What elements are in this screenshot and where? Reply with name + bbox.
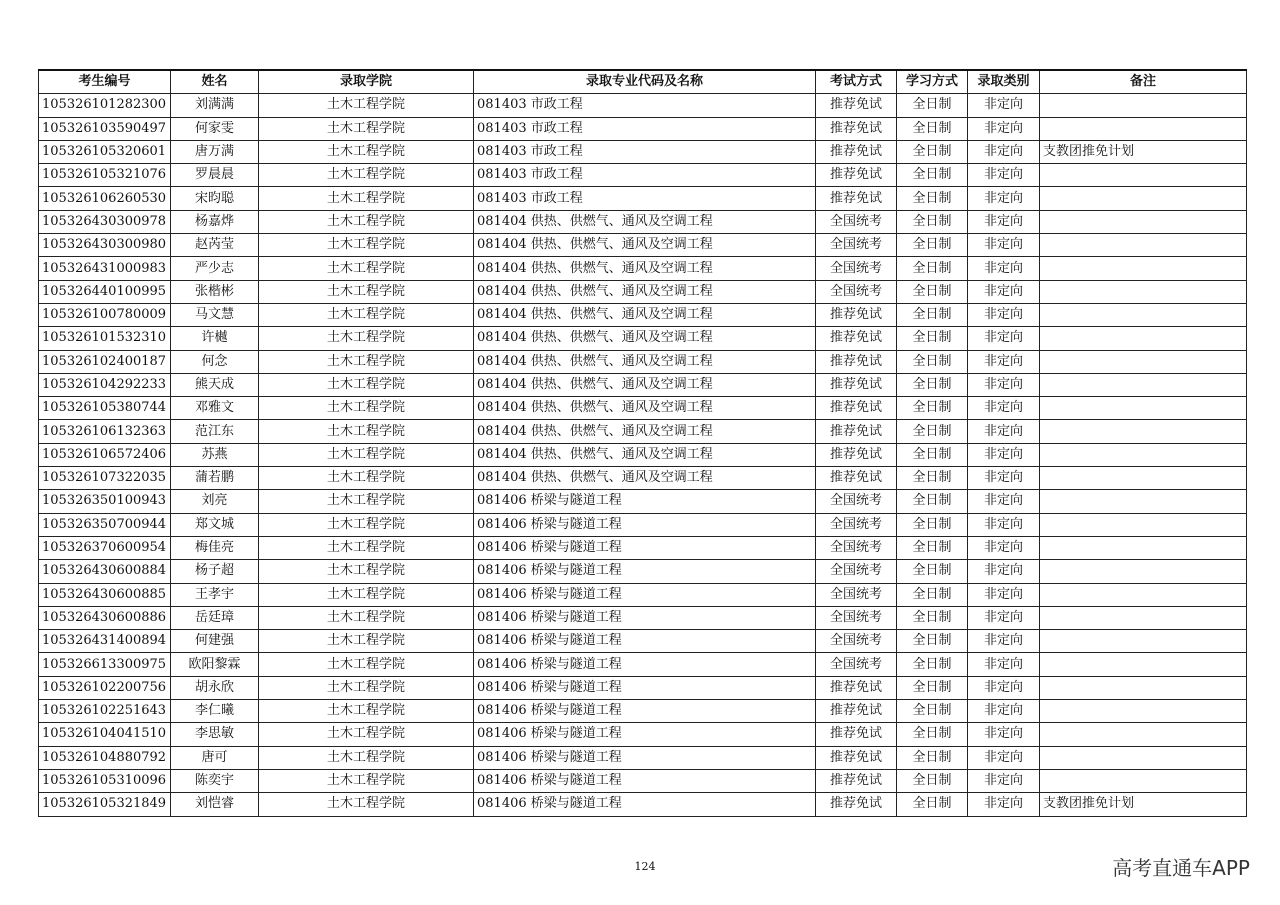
cell-admission-type: 非定向 [968, 560, 1040, 583]
table-row [39, 560, 1247, 583]
cell-school: 土木工程学院 [259, 769, 474, 792]
cell-school: 土木工程学院 [259, 420, 474, 443]
header-major: 录取专业代码及名称 [474, 70, 816, 94]
cell-remarks [1040, 443, 1247, 466]
cell-study-mode: 全日制 [897, 793, 968, 816]
table-row [39, 769, 1247, 792]
cell-exam-mode: 推荐免试 [816, 467, 897, 490]
cell-name: 马文慧 [171, 303, 259, 326]
cell-exam-mode: 推荐免试 [816, 303, 897, 326]
table-row [39, 793, 1247, 816]
cell-exam-mode: 全国统考 [816, 653, 897, 676]
cell-remarks [1040, 303, 1247, 326]
cell-exam-mode: 推荐免试 [816, 117, 897, 140]
cell-exam-mode: 全国统考 [816, 234, 897, 257]
cell-admission-type: 非定向 [968, 303, 1040, 326]
cell-name: 李思敏 [171, 723, 259, 746]
cell-study-mode: 全日制 [897, 583, 968, 606]
cell-school: 土木工程学院 [259, 746, 474, 769]
cell-exam-mode: 推荐免试 [816, 327, 897, 350]
cell-study-mode: 全日制 [897, 723, 968, 746]
cell-remarks [1040, 467, 1247, 490]
cell-name: 欧阳黎霖 [171, 653, 259, 676]
cell-candidate-id: 105326105320601 [39, 140, 171, 163]
cell-name: 陈奕宇 [171, 769, 259, 792]
cell-admission-type: 非定向 [968, 350, 1040, 373]
table-row [39, 280, 1247, 303]
cell-major: 081404 供热、供燃气、通风及空调工程 [474, 373, 816, 396]
cell-school: 土木工程学院 [259, 560, 474, 583]
cell-name: 梅佳亮 [171, 536, 259, 559]
cell-remarks [1040, 327, 1247, 350]
table-row [39, 94, 1247, 117]
cell-candidate-id: 105326431400894 [39, 630, 171, 653]
cell-study-mode: 全日制 [897, 536, 968, 559]
table-row [39, 350, 1247, 373]
cell-candidate-id: 105326107322035 [39, 467, 171, 490]
cell-admission-type: 非定向 [968, 164, 1040, 187]
table-row [39, 420, 1247, 443]
table-header-row [39, 70, 1247, 94]
cell-admission-type: 非定向 [968, 583, 1040, 606]
cell-major: 081403 市政工程 [474, 94, 816, 117]
cell-name: 郑文城 [171, 513, 259, 536]
cell-exam-mode: 推荐免试 [816, 420, 897, 443]
cell-admission-type: 非定向 [968, 187, 1040, 210]
header-candidate-id: 考生编号 [39, 70, 171, 94]
cell-candidate-id: 105326104041510 [39, 723, 171, 746]
cell-name: 岳廷璋 [171, 606, 259, 629]
cell-major: 081406 桥梁与隧道工程 [474, 536, 816, 559]
cell-major: 081404 供热、供燃气、通风及空调工程 [474, 350, 816, 373]
watermark: 高考直通车APP [1112, 856, 1250, 880]
cell-major: 081406 桥梁与隧道工程 [474, 700, 816, 723]
cell-candidate-id: 105326102251643 [39, 700, 171, 723]
cell-study-mode: 全日制 [897, 700, 968, 723]
table-row [39, 746, 1247, 769]
cell-candidate-id: 105326101282300 [39, 94, 171, 117]
cell-study-mode: 全日制 [897, 164, 968, 187]
cell-remarks [1040, 397, 1247, 420]
cell-candidate-id: 105326431000983 [39, 257, 171, 280]
table-row [39, 513, 1247, 536]
table-row [39, 723, 1247, 746]
cell-remarks [1040, 723, 1247, 746]
cell-school: 土木工程学院 [259, 700, 474, 723]
cell-name: 李仁曦 [171, 700, 259, 723]
cell-exam-mode: 推荐免试 [816, 140, 897, 163]
cell-school: 土木工程学院 [259, 583, 474, 606]
cell-remarks: 支教团推免计划 [1040, 793, 1247, 816]
cell-name: 何家雯 [171, 117, 259, 140]
cell-remarks [1040, 676, 1247, 699]
cell-school: 土木工程学院 [259, 467, 474, 490]
cell-candidate-id: 105326106132363 [39, 420, 171, 443]
table-row [39, 630, 1247, 653]
cell-candidate-id: 105326104292233 [39, 373, 171, 396]
cell-name: 罗晨晨 [171, 164, 259, 187]
table-row [39, 700, 1247, 723]
cell-exam-mode: 推荐免试 [816, 746, 897, 769]
table-row [39, 490, 1247, 513]
cell-admission-type: 非定向 [968, 140, 1040, 163]
cell-major: 081404 供热、供燃气、通风及空调工程 [474, 420, 816, 443]
page-number: 124 [634, 860, 656, 873]
cell-study-mode: 全日制 [897, 467, 968, 490]
cell-school: 土木工程学院 [259, 280, 474, 303]
cell-study-mode: 全日制 [897, 94, 968, 117]
admission-table [38, 69, 1247, 817]
cell-school: 土木工程学院 [259, 210, 474, 233]
cell-candidate-id: 105326101532310 [39, 327, 171, 350]
cell-name: 张楷彬 [171, 280, 259, 303]
cell-admission-type: 非定向 [968, 793, 1040, 816]
cell-major: 081404 供热、供燃气、通风及空调工程 [474, 327, 816, 350]
cell-school: 土木工程学院 [259, 513, 474, 536]
cell-exam-mode: 推荐免试 [816, 793, 897, 816]
cell-major: 081406 桥梁与隧道工程 [474, 606, 816, 629]
cell-study-mode: 全日制 [897, 257, 968, 280]
table-row [39, 467, 1247, 490]
cell-candidate-id: 105326370600954 [39, 536, 171, 559]
cell-exam-mode: 推荐免试 [816, 397, 897, 420]
cell-candidate-id: 105326105310096 [39, 769, 171, 792]
cell-admission-type: 非定向 [968, 373, 1040, 396]
cell-remarks [1040, 583, 1247, 606]
cell-remarks [1040, 350, 1247, 373]
cell-major: 081403 市政工程 [474, 187, 816, 210]
cell-name: 邓雅文 [171, 397, 259, 420]
table-row [39, 676, 1247, 699]
cell-remarks [1040, 94, 1247, 117]
cell-candidate-id: 105326350100943 [39, 490, 171, 513]
cell-candidate-id: 105326102400187 [39, 350, 171, 373]
cell-name: 严少志 [171, 257, 259, 280]
cell-exam-mode: 推荐免试 [816, 769, 897, 792]
cell-major: 081404 供热、供燃气、通风及空调工程 [474, 257, 816, 280]
cell-school: 土木工程学院 [259, 397, 474, 420]
table-row [39, 303, 1247, 326]
cell-admission-type: 非定向 [968, 210, 1040, 233]
cell-exam-mode: 推荐免试 [816, 723, 897, 746]
cell-admission-type: 非定向 [968, 606, 1040, 629]
cell-exam-mode: 全国统考 [816, 490, 897, 513]
cell-exam-mode: 全国统考 [816, 606, 897, 629]
cell-candidate-id: 105326430600885 [39, 583, 171, 606]
cell-name: 熊天成 [171, 373, 259, 396]
cell-remarks [1040, 490, 1247, 513]
cell-remarks [1040, 536, 1247, 559]
cell-admission-type: 非定向 [968, 280, 1040, 303]
cell-admission-type: 非定向 [968, 746, 1040, 769]
cell-major: 081406 桥梁与隧道工程 [474, 793, 816, 816]
table-row [39, 187, 1247, 210]
cell-admission-type: 非定向 [968, 397, 1040, 420]
cell-candidate-id: 105326103590497 [39, 117, 171, 140]
cell-admission-type: 非定向 [968, 630, 1040, 653]
cell-exam-mode: 推荐免试 [816, 700, 897, 723]
header-admission-type: 录取类别 [968, 70, 1040, 94]
cell-major: 081406 桥梁与隧道工程 [474, 676, 816, 699]
cell-candidate-id: 105326102200756 [39, 676, 171, 699]
cell-admission-type: 非定向 [968, 700, 1040, 723]
cell-remarks [1040, 653, 1247, 676]
cell-exam-mode: 全国统考 [816, 257, 897, 280]
cell-exam-mode: 推荐免试 [816, 350, 897, 373]
cell-study-mode: 全日制 [897, 746, 968, 769]
cell-major: 081403 市政工程 [474, 117, 816, 140]
cell-study-mode: 全日制 [897, 373, 968, 396]
cell-candidate-id: 105326105380744 [39, 397, 171, 420]
cell-school: 土木工程学院 [259, 164, 474, 187]
cell-school: 土木工程学院 [259, 723, 474, 746]
cell-remarks [1040, 164, 1247, 187]
cell-admission-type: 非定向 [968, 327, 1040, 350]
cell-school: 土木工程学院 [259, 234, 474, 257]
table-body [39, 94, 1247, 816]
cell-name: 何念 [171, 350, 259, 373]
cell-remarks [1040, 513, 1247, 536]
cell-exam-mode: 全国统考 [816, 513, 897, 536]
cell-school: 土木工程学院 [259, 257, 474, 280]
cell-major: 081404 供热、供燃气、通风及空调工程 [474, 234, 816, 257]
cell-exam-mode: 推荐免试 [816, 164, 897, 187]
cell-name: 宋昀聪 [171, 187, 259, 210]
cell-candidate-id: 105326613300975 [39, 653, 171, 676]
cell-exam-mode: 全国统考 [816, 630, 897, 653]
cell-school: 土木工程学院 [259, 350, 474, 373]
cell-study-mode: 全日制 [897, 653, 968, 676]
cell-remarks: 支教团推免计划 [1040, 140, 1247, 163]
cell-school: 土木工程学院 [259, 630, 474, 653]
cell-major: 081403 市政工程 [474, 164, 816, 187]
table-row [39, 140, 1247, 163]
cell-candidate-id: 105326430300980 [39, 234, 171, 257]
cell-exam-mode: 推荐免试 [816, 94, 897, 117]
cell-major: 081404 供热、供燃气、通风及空调工程 [474, 210, 816, 233]
cell-exam-mode: 全国统考 [816, 560, 897, 583]
cell-remarks [1040, 606, 1247, 629]
cell-candidate-id: 105326105321076 [39, 164, 171, 187]
cell-exam-mode: 全国统考 [816, 210, 897, 233]
cell-study-mode: 全日制 [897, 443, 968, 466]
cell-study-mode: 全日制 [897, 560, 968, 583]
cell-remarks [1040, 700, 1247, 723]
table-row [39, 117, 1247, 140]
cell-candidate-id: 105326100780009 [39, 303, 171, 326]
table-row [39, 164, 1247, 187]
cell-admission-type: 非定向 [968, 420, 1040, 443]
cell-study-mode: 全日制 [897, 676, 968, 699]
header-exam-mode: 考试方式 [816, 70, 897, 94]
cell-major: 081406 桥梁与隧道工程 [474, 630, 816, 653]
table-row [39, 606, 1247, 629]
cell-exam-mode: 推荐免试 [816, 443, 897, 466]
table-row [39, 257, 1247, 280]
cell-name: 唐万满 [171, 140, 259, 163]
cell-remarks [1040, 630, 1247, 653]
cell-major: 081404 供热、供燃气、通风及空调工程 [474, 280, 816, 303]
cell-admission-type: 非定向 [968, 676, 1040, 699]
cell-name: 杨子超 [171, 560, 259, 583]
cell-candidate-id: 105326105321849 [39, 793, 171, 816]
cell-school: 土木工程学院 [259, 490, 474, 513]
cell-admission-type: 非定向 [968, 653, 1040, 676]
cell-admission-type: 非定向 [968, 234, 1040, 257]
cell-admission-type: 非定向 [968, 513, 1040, 536]
cell-name: 许樾 [171, 327, 259, 350]
cell-major: 081406 桥梁与隧道工程 [474, 490, 816, 513]
cell-major: 081406 桥梁与隧道工程 [474, 769, 816, 792]
header-study-mode: 学习方式 [897, 70, 968, 94]
cell-remarks [1040, 420, 1247, 443]
cell-name: 何建强 [171, 630, 259, 653]
cell-name: 刘满满 [171, 94, 259, 117]
cell-school: 土木工程学院 [259, 373, 474, 396]
header-remarks: 备注 [1040, 70, 1247, 94]
cell-major: 081406 桥梁与隧道工程 [474, 653, 816, 676]
cell-school: 土木工程学院 [259, 443, 474, 466]
cell-remarks [1040, 746, 1247, 769]
cell-study-mode: 全日制 [897, 420, 968, 443]
cell-remarks [1040, 560, 1247, 583]
cell-candidate-id: 105326104880792 [39, 746, 171, 769]
cell-remarks [1040, 769, 1247, 792]
cell-admission-type: 非定向 [968, 769, 1040, 792]
cell-admission-type: 非定向 [968, 443, 1040, 466]
cell-major: 081404 供热、供燃气、通风及空调工程 [474, 443, 816, 466]
cell-study-mode: 全日制 [897, 490, 968, 513]
cell-study-mode: 全日制 [897, 117, 968, 140]
cell-name: 刘亮 [171, 490, 259, 513]
header-name: 姓名 [171, 70, 259, 94]
cell-study-mode: 全日制 [897, 513, 968, 536]
cell-study-mode: 全日制 [897, 210, 968, 233]
cell-school: 土木工程学院 [259, 303, 474, 326]
table-row [39, 234, 1247, 257]
cell-major: 081406 桥梁与隧道工程 [474, 746, 816, 769]
cell-exam-mode: 推荐免试 [816, 373, 897, 396]
cell-school: 土木工程学院 [259, 187, 474, 210]
cell-candidate-id: 105326106572406 [39, 443, 171, 466]
cell-name: 胡永欣 [171, 676, 259, 699]
cell-study-mode: 全日制 [897, 769, 968, 792]
cell-name: 范江东 [171, 420, 259, 443]
cell-study-mode: 全日制 [897, 303, 968, 326]
cell-school: 土木工程学院 [259, 676, 474, 699]
cell-exam-mode: 全国统考 [816, 280, 897, 303]
cell-study-mode: 全日制 [897, 234, 968, 257]
cell-name: 苏燕 [171, 443, 259, 466]
cell-major: 081406 桥梁与隧道工程 [474, 723, 816, 746]
cell-study-mode: 全日制 [897, 280, 968, 303]
table-row [39, 443, 1247, 466]
cell-remarks [1040, 373, 1247, 396]
cell-admission-type: 非定向 [968, 723, 1040, 746]
cell-major: 081406 桥梁与隧道工程 [474, 560, 816, 583]
cell-exam-mode: 全国统考 [816, 536, 897, 559]
table-row [39, 210, 1247, 233]
cell-remarks [1040, 234, 1247, 257]
cell-major: 081406 桥梁与隧道工程 [474, 583, 816, 606]
cell-study-mode: 全日制 [897, 630, 968, 653]
cell-candidate-id: 105326430300978 [39, 210, 171, 233]
cell-candidate-id: 105326440100995 [39, 280, 171, 303]
cell-remarks [1040, 187, 1247, 210]
cell-candidate-id: 105326430600884 [39, 560, 171, 583]
cell-admission-type: 非定向 [968, 117, 1040, 140]
cell-admission-type: 非定向 [968, 490, 1040, 513]
cell-name: 蒲若鹏 [171, 467, 259, 490]
cell-remarks [1040, 117, 1247, 140]
table-row [39, 583, 1247, 606]
cell-study-mode: 全日制 [897, 327, 968, 350]
cell-major: 081404 供热、供燃气、通风及空调工程 [474, 397, 816, 420]
cell-remarks [1040, 257, 1247, 280]
table-row [39, 536, 1247, 559]
cell-admission-type: 非定向 [968, 467, 1040, 490]
cell-name: 杨嘉烨 [171, 210, 259, 233]
header-school: 录取学院 [259, 70, 474, 94]
cell-exam-mode: 全国统考 [816, 583, 897, 606]
cell-admission-type: 非定向 [968, 94, 1040, 117]
cell-school: 土木工程学院 [259, 327, 474, 350]
cell-name: 刘恺睿 [171, 793, 259, 816]
cell-admission-type: 非定向 [968, 257, 1040, 280]
cell-major: 081403 市政工程 [474, 140, 816, 163]
cell-admission-type: 非定向 [968, 536, 1040, 559]
cell-school: 土木工程学院 [259, 793, 474, 816]
cell-study-mode: 全日制 [897, 187, 968, 210]
cell-study-mode: 全日制 [897, 606, 968, 629]
cell-remarks [1040, 210, 1247, 233]
cell-study-mode: 全日制 [897, 397, 968, 420]
cell-candidate-id: 105326106260530 [39, 187, 171, 210]
table-row [39, 373, 1247, 396]
table-row [39, 327, 1247, 350]
cell-remarks [1040, 280, 1247, 303]
table-row [39, 397, 1247, 420]
table-row [39, 653, 1247, 676]
cell-major: 081404 供热、供燃气、通风及空调工程 [474, 303, 816, 326]
cell-study-mode: 全日制 [897, 350, 968, 373]
cell-candidate-id: 105326350700944 [39, 513, 171, 536]
cell-candidate-id: 105326430600886 [39, 606, 171, 629]
cell-study-mode: 全日制 [897, 140, 968, 163]
cell-name: 唐可 [171, 746, 259, 769]
cell-school: 土木工程学院 [259, 606, 474, 629]
cell-name: 王孝宇 [171, 583, 259, 606]
cell-school: 土木工程学院 [259, 140, 474, 163]
cell-major: 081406 桥梁与隧道工程 [474, 513, 816, 536]
cell-name: 赵芮莹 [171, 234, 259, 257]
cell-exam-mode: 推荐免试 [816, 676, 897, 699]
cell-school: 土木工程学院 [259, 117, 474, 140]
cell-major: 081404 供热、供燃气、通风及空调工程 [474, 467, 816, 490]
cell-school: 土木工程学院 [259, 653, 474, 676]
cell-school: 土木工程学院 [259, 94, 474, 117]
cell-school: 土木工程学院 [259, 536, 474, 559]
cell-exam-mode: 推荐免试 [816, 187, 897, 210]
